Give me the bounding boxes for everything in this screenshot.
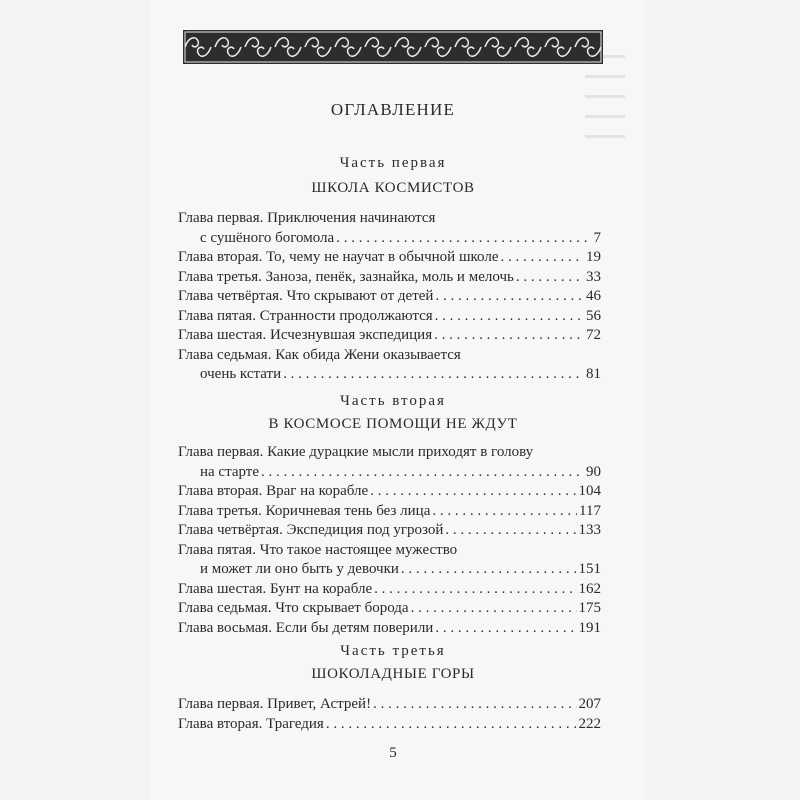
ornament-scroll bbox=[335, 38, 361, 56]
toc-entry bbox=[178, 287, 601, 307]
part-1-label: Часть первая bbox=[339, 155, 447, 171]
chapter-title: очень кстати bbox=[200, 366, 282, 382]
dot-leader bbox=[374, 580, 576, 600]
toc-entry bbox=[178, 599, 601, 619]
part-1-entries bbox=[178, 209, 601, 385]
toc-entry bbox=[178, 502, 601, 522]
ornament-scroll bbox=[365, 38, 391, 56]
dot-leader bbox=[336, 229, 591, 249]
toc-title: ОГЛАВЛЕНИЕ bbox=[330, 100, 456, 119]
dot-leader bbox=[411, 599, 577, 619]
page-ref: 133 bbox=[578, 522, 601, 538]
chapter-title: Глава третья. Заноза, пенёк, зазнайка, моль и мелочь bbox=[178, 268, 514, 285]
toc-entry bbox=[178, 715, 601, 735]
chapter-title: Глава третья. Коричневая тень без лица bbox=[178, 502, 431, 519]
part-2-title: В КОСМОСЕ ПОМОЩИ НЕ ЖДУТ bbox=[268, 416, 518, 432]
toc-entry bbox=[178, 209, 601, 229]
part-3-label: Часть третья bbox=[340, 643, 446, 659]
dot-leader bbox=[326, 715, 577, 735]
part-3-entries bbox=[178, 695, 601, 734]
ornament-scroll bbox=[455, 38, 481, 56]
chapter-title: Глава первая. Привет, Астрей! bbox=[178, 696, 372, 712]
chapter-title: Глава шестая. Бунт на корабле bbox=[178, 580, 373, 597]
ornament-scroll bbox=[485, 38, 511, 56]
page-ref: 207 bbox=[578, 696, 601, 712]
chapter-title: Глава пятая. Странности продолжаются bbox=[178, 307, 433, 324]
page-ref: 72 bbox=[586, 327, 601, 343]
dot-leader bbox=[261, 463, 584, 483]
ornament-scroll bbox=[395, 38, 421, 56]
page-ref: 162 bbox=[578, 580, 601, 597]
part-2-entries bbox=[178, 443, 601, 638]
page-ref: 46 bbox=[586, 288, 601, 304]
page-ref: 56 bbox=[586, 307, 601, 324]
dot-leader bbox=[500, 248, 584, 268]
page-ref: 104 bbox=[578, 483, 601, 499]
dot-leader bbox=[401, 560, 577, 580]
chapter-title: Глава седьмая. Что скрывает борода bbox=[178, 600, 409, 616]
ornament-scroll bbox=[275, 38, 301, 56]
dot-leader bbox=[370, 482, 576, 502]
page-ref: 175 bbox=[578, 600, 601, 616]
dot-leader bbox=[432, 502, 577, 522]
page-ref: 222 bbox=[578, 715, 601, 732]
page-number: 5 bbox=[389, 745, 397, 761]
dot-leader bbox=[283, 365, 584, 385]
ornament-scroll bbox=[185, 38, 211, 56]
toc-entry bbox=[178, 482, 601, 502]
toc-entry bbox=[178, 580, 601, 600]
page-ref: 151 bbox=[578, 561, 601, 577]
ornament-scroll bbox=[575, 38, 601, 56]
chapter-title: Глава первая. Приключения начинаются bbox=[178, 210, 436, 226]
part-2-label: Часть вторая bbox=[340, 393, 446, 409]
toc-entry-continuation bbox=[178, 560, 601, 580]
toc-entry bbox=[178, 619, 601, 639]
dot-leader bbox=[435, 307, 584, 327]
chapter-title: с сушёного богомола bbox=[200, 229, 335, 246]
dot-leader bbox=[373, 695, 576, 715]
ornamental-header-band bbox=[183, 30, 603, 64]
chapter-title: Глава восьмая. Если бы детям поверили bbox=[178, 619, 434, 636]
toc-entry bbox=[178, 248, 601, 268]
chapter-title: Глава пятая. Что такое настоящее мужество bbox=[178, 541, 458, 558]
ornament-scroll bbox=[545, 38, 571, 56]
chapter-title: Глава первая. Какие дурацкие мысли приходят в голову bbox=[178, 444, 534, 460]
chapter-title: на старте bbox=[200, 463, 260, 480]
toc-entry bbox=[178, 326, 601, 346]
ornament-pattern bbox=[183, 30, 603, 64]
chapter-title: Глава вторая. Враг на корабле bbox=[178, 483, 369, 499]
page-ref: 19 bbox=[586, 249, 601, 265]
toc-entry-continuation bbox=[178, 229, 601, 249]
chapter-title: Глава шестая. Исчезнувшая экспедиция bbox=[178, 327, 433, 343]
chapter-title: Глава седьмая. Как обида Жени оказывается bbox=[178, 346, 461, 363]
toc-entry bbox=[178, 443, 601, 463]
page-ref: 81 bbox=[586, 366, 601, 382]
part-1-title: ШКОЛА КОСМИСТОВ bbox=[311, 180, 475, 196]
ornament-scroll bbox=[425, 38, 451, 56]
page-ref: 90 bbox=[586, 463, 601, 480]
ornament-scroll bbox=[215, 38, 241, 56]
chapter-title: Глава четвёртая. Что скрывают от детей bbox=[178, 288, 434, 304]
ornament-scroll bbox=[305, 38, 331, 56]
chapter-title: Глава вторая. Трагедия bbox=[178, 715, 324, 732]
dot-leader bbox=[516, 268, 584, 288]
chapter-title: и может ли оно быть у девочки bbox=[200, 561, 399, 577]
dot-leader bbox=[435, 287, 584, 307]
page-ref: 33 bbox=[586, 268, 601, 285]
dot-leader bbox=[434, 326, 584, 346]
page-ref: 7 bbox=[593, 229, 601, 246]
part-3-title: ШОКОЛАДНЫЕ ГОРЫ bbox=[311, 666, 475, 682]
toc-entry bbox=[178, 521, 601, 541]
chapter-title: Глава четвёртая. Экспедиция под угрозой bbox=[178, 522, 444, 538]
toc-entry bbox=[178, 695, 601, 715]
toc-entry bbox=[178, 268, 601, 288]
toc-entry bbox=[178, 346, 601, 366]
toc-entry bbox=[178, 541, 601, 561]
toc-entry bbox=[178, 307, 601, 327]
dot-leader bbox=[445, 521, 576, 541]
page-ref: 191 bbox=[578, 619, 601, 636]
chapter-title: Глава вторая. То, чему не научат в обычной школе bbox=[178, 249, 499, 265]
toc-entry-continuation bbox=[178, 463, 601, 483]
ornament-scroll bbox=[515, 38, 541, 56]
page-ref: 117 bbox=[579, 502, 601, 519]
ornament-scroll bbox=[245, 38, 271, 56]
toc-entry-continuation bbox=[178, 365, 601, 385]
dot-leader bbox=[435, 619, 576, 639]
